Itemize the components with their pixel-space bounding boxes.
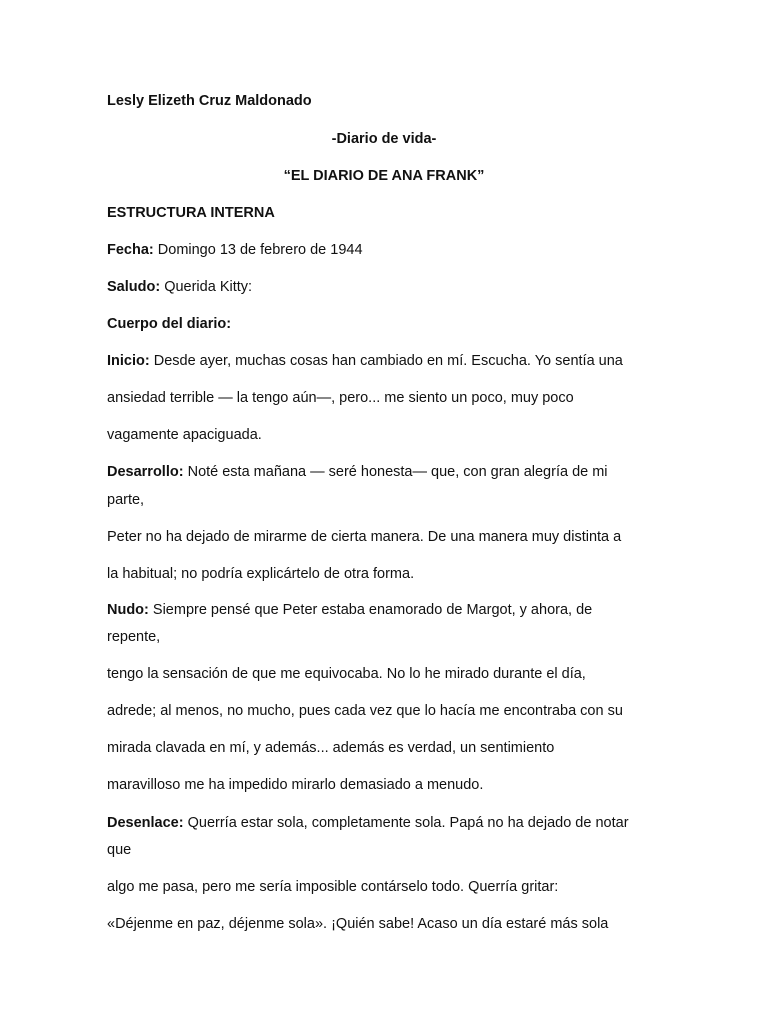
fecha-line — [107, 241, 363, 259]
section-heading: ESTRUCTURA INTERNA — [107, 205, 275, 221]
nudo-line-3: tengo la sensación de que me equivocaba. No lo he mirado durante el día, — [107, 666, 586, 682]
saludo-label: Saludo: — [107, 279, 161, 295]
desenlace-label: Desenlace: — [107, 815, 184, 831]
inicio-line-3: vagamente apaciguada. — [107, 427, 262, 443]
nudo-line-6: maravilloso me ha impedido mirarlo demasiado a menudo. — [107, 777, 484, 793]
fecha-label: Fecha: — [107, 242, 154, 258]
saludo-value: Querida Kitty: — [160, 279, 253, 295]
nudo-line-2: repente, — [107, 629, 161, 645]
nudo-line-4: adrede; al menos, no mucho, pues cada vez que lo hacía me encontraba con su — [107, 703, 623, 719]
desarrollo-line-3: Peter no ha dejado de mirarme de cierta manera. De una manera muy distinta a — [107, 529, 622, 545]
inicio-text-1: Desde ayer, muchas cosas han cambiado en mí. Escucha. Yo sentía una — [149, 353, 623, 369]
desenlace-line-1 — [107, 814, 629, 832]
fecha-value: Domingo 13 de febrero de 1944 — [153, 242, 363, 258]
inicio-line-1 — [107, 352, 623, 370]
nudo-text-1: Siempre pensé que Peter estaba enamorado de Margot, y ahora, de — [148, 602, 593, 618]
desenlace-line-4: «Déjenme en paz, déjenme sola». ¡Quién sabe! Acaso un día estaré más sola — [107, 916, 609, 932]
desenlace-text-1: Querría estar sola, completamente sola. Papá no ha dejado de notar — [183, 815, 629, 831]
desarrollo-line-4: la habitual; no podría explicártelo de otra forma. — [107, 566, 415, 582]
desarrollo-line-1 — [107, 463, 608, 481]
desenlace-line-3: algo me pasa, pero me sería imposible contárselo todo. Querría gritar: — [107, 879, 559, 895]
desarrollo-line-2: parte, — [107, 492, 145, 508]
desarrollo-label: Desarrollo: — [107, 464, 184, 480]
nudo-label: Nudo: — [107, 602, 149, 618]
document-title: “EL DIARIO DE ANA FRANK” — [283, 168, 485, 184]
author-name: Lesly Elizeth Cruz Maldonado — [107, 93, 312, 109]
nudo-line-1 — [107, 601, 592, 619]
saludo-line — [107, 278, 252, 296]
document-subtitle: -Diario de vida- — [331, 131, 437, 147]
inicio-label: Inicio: — [107, 353, 150, 369]
nudo-line-5: mirada clavada en mí, y además... además es verdad, un sentimiento — [107, 740, 555, 756]
inicio-line-2: ansiedad terrible — la tengo aún—, pero... me siento un poco, muy poco — [107, 390, 574, 406]
desarrollo-text-1: Noté esta mañana — seré honesta— que, con gran alegría de mi — [183, 464, 608, 480]
desenlace-line-2: que — [107, 842, 132, 858]
cuerpo-heading: Cuerpo del diario: — [107, 316, 232, 332]
